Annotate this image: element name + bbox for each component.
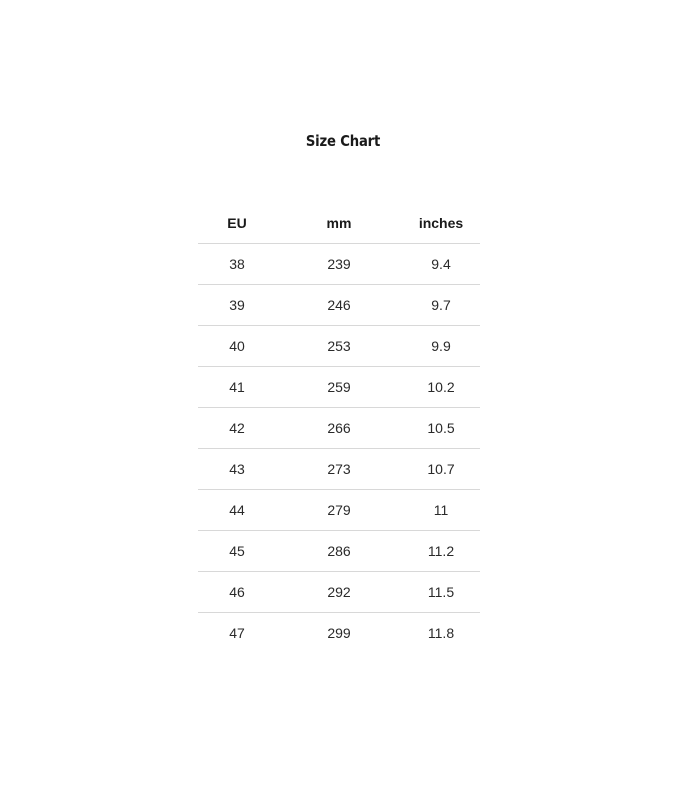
table-row [198, 531, 480, 572]
cell-eu: 45 [198, 531, 276, 572]
cell-mm: 253 [276, 326, 402, 367]
cell-eu: 43 [198, 449, 276, 490]
table-row [198, 572, 480, 613]
column-header-mm: mm [276, 202, 402, 244]
table-row [198, 367, 480, 408]
cell-mm: 286 [276, 531, 402, 572]
column-header-eu: EU [198, 202, 276, 244]
table-row [198, 490, 480, 531]
table-row [198, 408, 480, 449]
page-title: Size Chart [305, 132, 381, 150]
cell-inches: 11.5 [402, 572, 480, 613]
table-row [198, 613, 480, 654]
cell-eu: 46 [198, 572, 276, 613]
cell-inches: 11.2 [402, 531, 480, 572]
table-row [198, 244, 480, 285]
table-row [198, 326, 480, 367]
cell-eu: 44 [198, 490, 276, 531]
cell-inches: 11.8 [427, 625, 455, 641]
cell-eu: 41 [198, 367, 276, 408]
cell-eu: 38 [198, 244, 276, 285]
cell-inches: 10.5 [402, 408, 480, 449]
cell-eu: 39 [198, 285, 276, 326]
cell-eu: 42 [198, 408, 276, 449]
cell-inches: 10.2 [402, 367, 480, 408]
cell-inches: 9.7 [402, 285, 480, 326]
cell-mm: 239 [276, 244, 402, 285]
column-header-inches: inches [402, 202, 480, 244]
cell-inches: 9.4 [402, 244, 480, 285]
cell-mm: 266 [276, 408, 402, 449]
cell-inches: 9.9 [402, 326, 480, 367]
cell-inches: 11 [402, 490, 480, 531]
cell-eu: 47 [229, 625, 245, 641]
cell-mm: 299 [327, 625, 351, 641]
table-row [198, 285, 480, 326]
table-row [198, 449, 480, 490]
cell-mm: 246 [276, 285, 402, 326]
cell-mm: 273 [276, 449, 402, 490]
table-header-row [198, 202, 480, 244]
cell-inches: 10.7 [402, 449, 480, 490]
cell-mm: 259 [276, 367, 402, 408]
size-chart-table [198, 202, 480, 653]
cell-eu: 40 [198, 326, 276, 367]
cell-mm: 292 [276, 572, 402, 613]
cell-mm: 279 [276, 490, 402, 531]
